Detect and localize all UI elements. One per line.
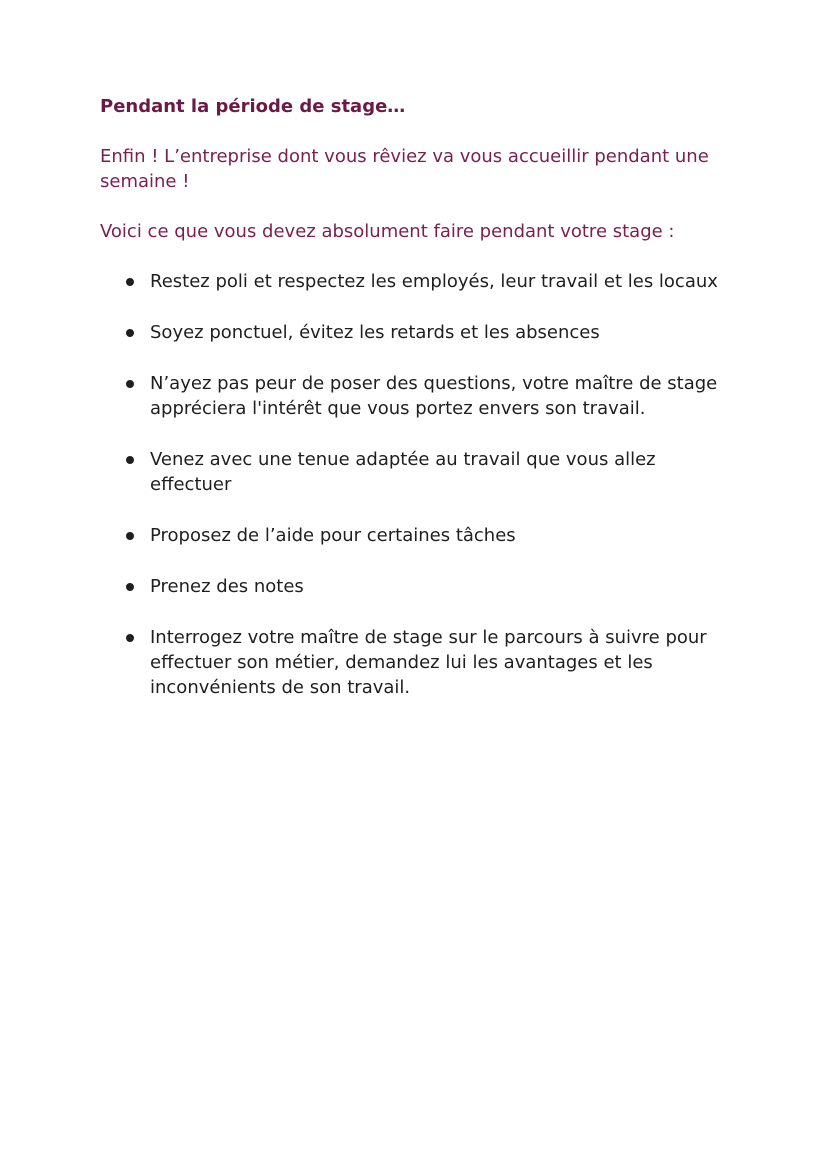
bullet-icon — [126, 456, 134, 464]
list-item-text: Restez poli et respectez les employés, leur travail et les locaux — [150, 271, 718, 292]
list-item — [100, 574, 740, 599]
list-item-text: Interrogez votre maître de stage sur le parcours à suivre pour effectuer son métier, demandez lui les avantages et les inconvénients de son travail. — [150, 627, 707, 698]
list-item — [100, 320, 740, 345]
section-heading: Pendant la période de stage… — [100, 96, 406, 117]
bullet-icon — [126, 634, 134, 642]
list-item-text: Soyez ponctuel, évitez les retards et les absences — [150, 322, 600, 343]
advice-list — [100, 269, 740, 700]
document-content — [100, 94, 740, 726]
list-item-text: N’ayez pas peur de poser des questions, votre maître de stage appréciera l'intérêt que vous portez envers son travail. — [150, 373, 718, 419]
bullet-icon — [126, 583, 134, 591]
list-item-text: Venez avec une tenue adaptée au travail que vous allez effectuer — [150, 449, 656, 495]
list-item — [100, 523, 740, 548]
list-item — [100, 447, 740, 497]
list-item-text: Prenez des notes — [150, 576, 304, 597]
bullet-icon — [126, 278, 134, 286]
intro-paragraph: Enfin ! L’entreprise dont vous rêviez va vous accueillir pendant une semaine ! — [100, 146, 709, 192]
bullet-icon — [126, 380, 134, 388]
list-item — [100, 625, 740, 700]
bullet-icon — [126, 329, 134, 337]
bullet-icon — [126, 532, 134, 540]
list-item — [100, 371, 740, 421]
list-item-text: Proposez de l’aide pour certaines tâches — [150, 525, 516, 546]
lead-paragraph: Voici ce que vous devez absolument faire pendant votre stage : — [100, 221, 675, 242]
list-item — [100, 269, 740, 294]
